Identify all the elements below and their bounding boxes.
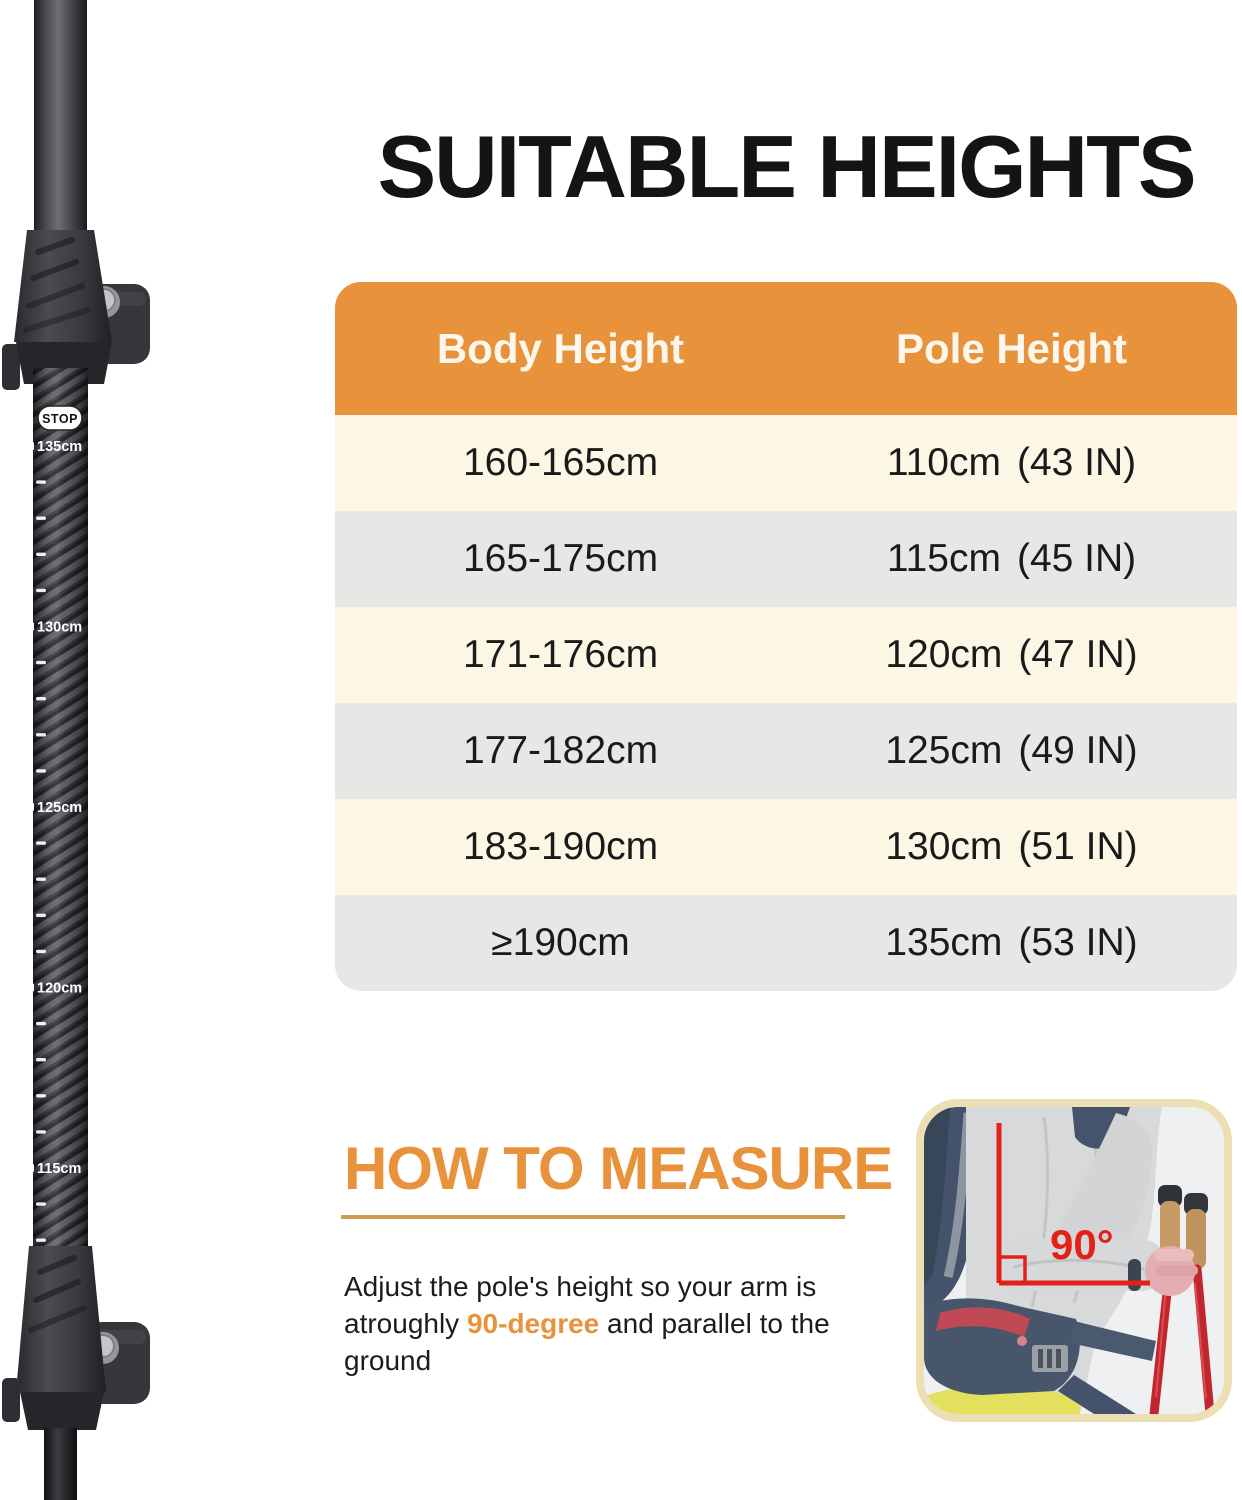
- scale-tick: [36, 697, 46, 700]
- trekking-pole-illustration: [0, 0, 165, 1500]
- scale-arrow: [27, 442, 34, 450]
- body-height-cell: 171-176cm: [462, 633, 659, 676]
- angle-label: 90°: [1050, 1221, 1114, 1268]
- table-row: [335, 415, 1237, 511]
- scale-tick: [36, 553, 46, 556]
- height-table-body: [335, 415, 1237, 991]
- measure-underline: [341, 1215, 845, 1219]
- scale-arrow: [27, 1164, 34, 1172]
- pole-height-cell: 110cm (43 IN): [886, 441, 1137, 484]
- pole-height-cell: 130cm (51 IN): [885, 825, 1138, 868]
- scale-arrow: [27, 803, 34, 811]
- scale-label: 115cm: [37, 1161, 82, 1177]
- col-header-pole-height: Pole Height: [895, 324, 1128, 372]
- measure-body-text: [344, 1268, 904, 1379]
- scale-tick: [36, 914, 46, 917]
- scale-tick: [36, 769, 46, 772]
- table-row: [335, 895, 1237, 991]
- scale-tick: [36, 1094, 46, 1097]
- scale-arrow: [27, 984, 34, 992]
- scale-arrow: [27, 623, 34, 631]
- scale-tick: [36, 589, 46, 592]
- hiker-photo: [916, 1099, 1232, 1422]
- pole-height-cell: 115cm (45 IN): [886, 537, 1137, 580]
- wrist-band: [1128, 1259, 1141, 1291]
- page-title: SUITABLE HEIGHTS: [377, 117, 1195, 216]
- table-row: [335, 607, 1237, 703]
- height-table: [335, 282, 1237, 991]
- scale-label: 125cm: [37, 800, 83, 816]
- scale-tick: [36, 841, 46, 844]
- scale-tick: [36, 517, 46, 520]
- scale-tick: [36, 661, 46, 664]
- scale-tick: [36, 1202, 46, 1205]
- scale-label: 135cm: [37, 439, 83, 455]
- scale-tick: [36, 1130, 46, 1133]
- pole-height-cell: 135cm (53 IN): [885, 921, 1138, 964]
- pole-lower-shaft: [44, 1428, 77, 1500]
- pole-upper-shaft: [34, 0, 87, 234]
- scale-tick: [36, 1239, 46, 1242]
- measure-text-suffix: and parallel to the ground: [344, 1308, 830, 1376]
- body-height-cell: 177-182cm: [462, 729, 659, 772]
- body-height-cell: 183-190cm: [462, 825, 659, 868]
- flip-lock-clamp-upper: [2, 230, 150, 390]
- pole-height-cell: 120cm (47 IN): [885, 633, 1138, 676]
- scale-tick: [36, 480, 46, 483]
- scale-tick: [36, 878, 46, 881]
- scale-tick: [36, 950, 46, 953]
- body-height-cell: 160-165cm: [462, 441, 659, 484]
- scale-label: 120cm: [37, 980, 83, 997]
- table-row: [335, 511, 1237, 607]
- scale-tick: [36, 1058, 46, 1061]
- height-table-header: [335, 282, 1237, 415]
- col-header-body-height: Body Height: [436, 324, 685, 372]
- pole-height-cell: 125cm (49 IN): [885, 729, 1138, 772]
- scale-tick: [36, 1022, 46, 1025]
- scale-tick: [36, 733, 46, 736]
- measure-heading: HOW TO MEASURE: [344, 1135, 893, 1202]
- stop-badge: [38, 406, 82, 430]
- table-row: [335, 703, 1237, 799]
- flip-lock-clamp-lower: [2, 1246, 150, 1430]
- stop-badge-label: STOP: [42, 412, 78, 426]
- table-row: [335, 799, 1237, 895]
- body-height-cell: 165-175cm: [462, 537, 659, 580]
- scale-label: 130cm: [37, 619, 83, 636]
- measure-text-highlight: 90-degree: [466, 1308, 600, 1339]
- measure-text-prefix: Adjust the pole's height so your arm is atroughly: [344, 1271, 817, 1339]
- body-height-cell: ≥190cm: [491, 921, 630, 964]
